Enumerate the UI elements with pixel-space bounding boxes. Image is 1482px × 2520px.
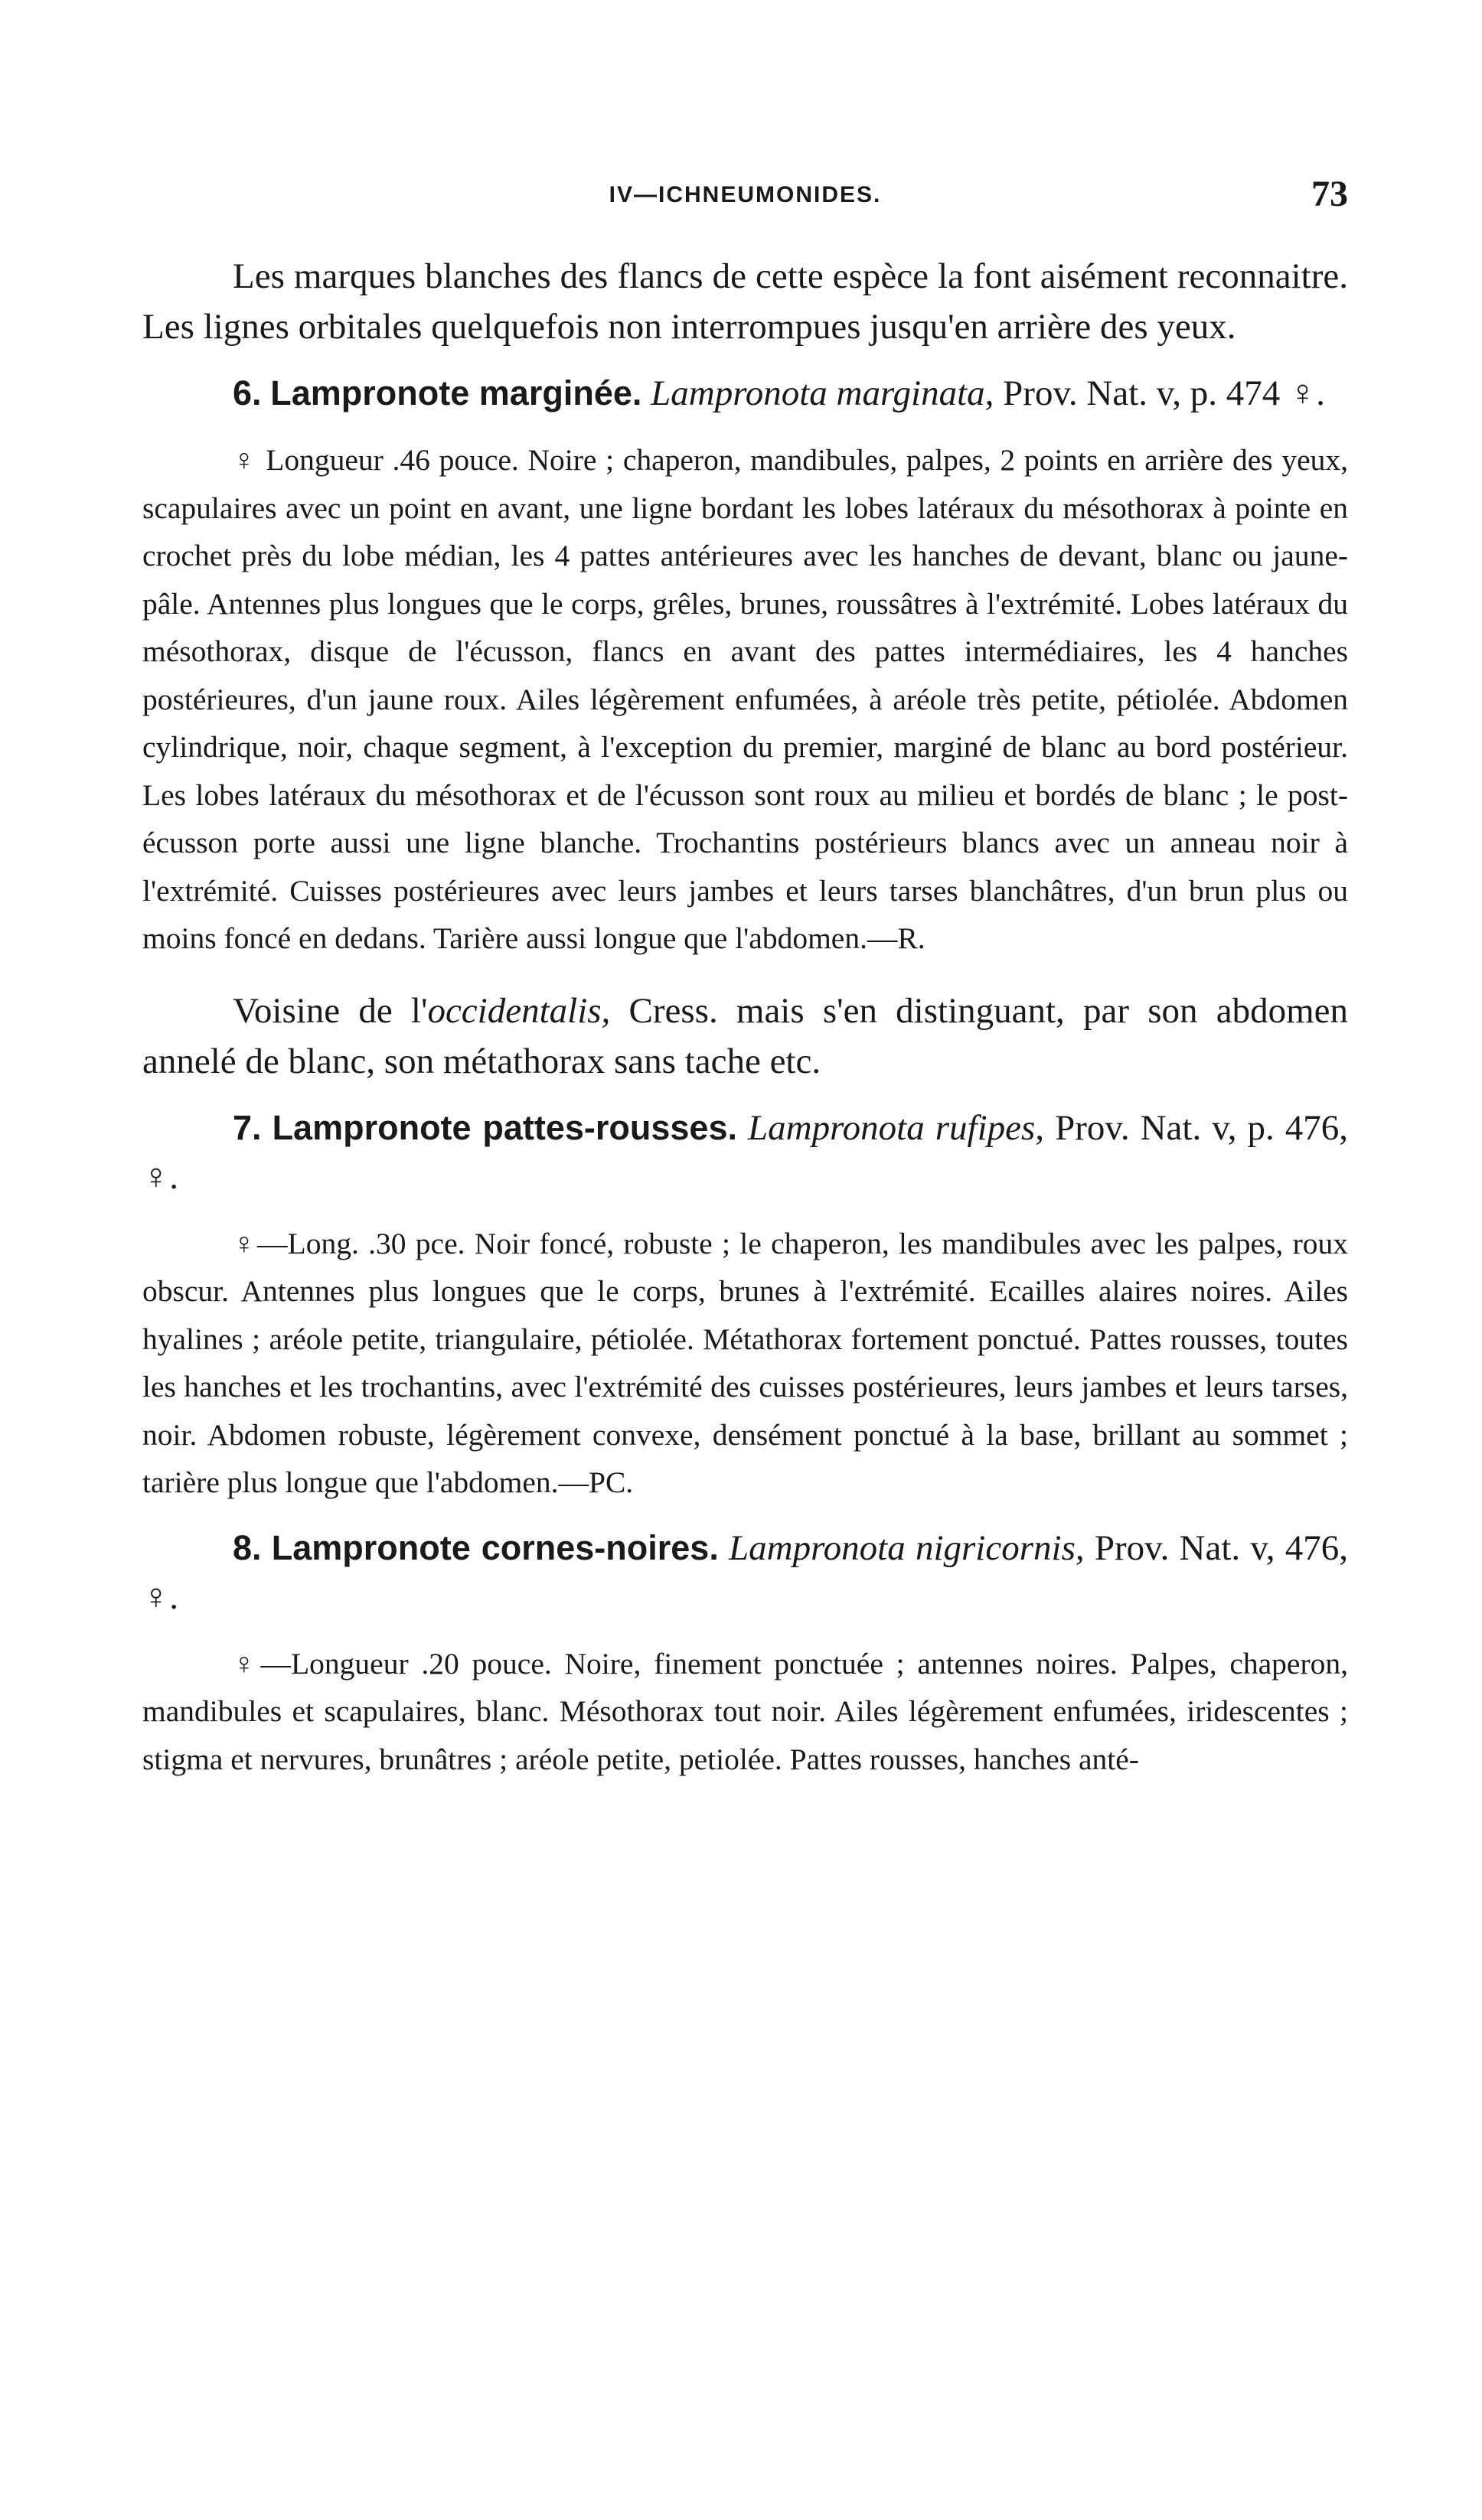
species-french-name: Lampronote cornes-noires. [271,1527,719,1567]
species-citation: Prov. Nat. v, 476, ♀. [142,1527,1349,1617]
species-latin-name: Lampronota marginata, [651,373,994,413]
species-number: 8. [233,1527,262,1567]
species-remark [142,986,1348,1087]
species-heading [142,1524,1348,1622]
book-page [142,168,1348,1783]
running-header [142,168,1348,222]
species-number: 7. [233,1107,262,1147]
species-entry-6 [142,369,1348,1087]
species-entry-8 [142,1524,1348,1784]
species-number: 6. [233,373,262,412]
species-description: ♀—Longueur .20 pouce. Noire, finement ponctuée ; antennes noires. Palpes, chaperon, mandibules et scapulaires, blanc. Mésothorax tout noir. Ailes légèrement enfumées, iridescentes ; stigma et nervures, brunâtres ; aréole petite, petiolée. Pattes rousses, hanches anté- [142,1646,1348,1776]
species-citation: Prov. Nat. v, p. 474 ♀. [994,373,1325,413]
intro-paragraph: Les marques blanches des flancs de cette espèce la font aisément reconnaitre. Les lignes orbitales quelquefois non interrompues jusqu'en arrière des yeux. [142,256,1348,347]
remark-italic-name: occidentalis, [427,990,611,1031]
page-number: 73 [1311,174,1348,214]
species-heading [142,1104,1348,1201]
species-heading [142,369,1348,418]
species-description: ♀ Longueur .46 pouce. Noire ; chaperon, mandibules, palpes, 2 points en arrière des yeux, scapulaires avec un point en avant, une ligne bordant les lobes latéraux du mésothorax à pointe en crochet près du lobe médian, les 4 pattes antérieures avec les hanches de devant, blanc ou jaune-pâle. Antennes plus longues que le corps, grêles, brunes, roussâtres à l'extrémité. Lobes latéraux du mésothorax, disque de l'écusson, flancs en avant des pattes intermédiaires, les 4 hanches postérieures, d'un jaune roux. Ailes légèrement enfumées, à aréole très petite, pétiolée. Abdomen cylindrique, noir, chaque segment, à l'exception du premier, marginé de blanc au bord postérieur. Les lobes latéraux du mésothorax et de l'écusson sont roux au milieu et bordés de blanc ; le post-écusson porte aussi une ligne blanche. Trochantins postérieurs blancs avec un anneau noir à l'extrémité. Cuisses postérieures avec leurs jambes et leurs tarses blanchâtres, d'un brun plus ou moins foncé en dedans. Tarière aussi longue que l'abdomen.—R. [142,443,1348,955]
remark-text-start: Voisine de l' [233,990,428,1031]
running-title: IV—ICHNEUMONIDES. [609,182,882,207]
species-latin-name: Lampronota rufipes, [748,1107,1045,1148]
species-french-name: Lampronote marginée. [270,373,642,412]
species-french-name: Lampronote pattes-rousses. [272,1107,737,1147]
species-latin-name: Lampronota nigricornis, [729,1527,1085,1568]
species-entry-7 [142,1104,1348,1507]
remark-text-end: Cress. mais s'en distinguant, par son abdomen annelé de blanc, son métathorax sans tache etc. [142,990,1348,1081]
species-citation: Prov. Nat. v, p. 476, ♀. [142,1107,1348,1197]
species-description: ♀—Long. .30 pce. Noir foncé, robuste ; le chaperon, les mandibules avec les palpes, roux obscur. Antennes plus longues que le corps, brunes à l'extrémité. Ecailles alaires noires. Ailes hyalines ; aréole petite, triangulaire, pétiolée. Métathorax fortement ponctué. Pattes rousses, toutes les hanches et les trochantins, avec l'extrémité des cuisses postérieures, leurs jambes et leurs tarses, noir. Abdomen robuste, légèrement convexe, densément ponctué à la base, brillant au sommet ; tarière plus longue que l'abdomen.—PC. [142,1226,1348,1499]
